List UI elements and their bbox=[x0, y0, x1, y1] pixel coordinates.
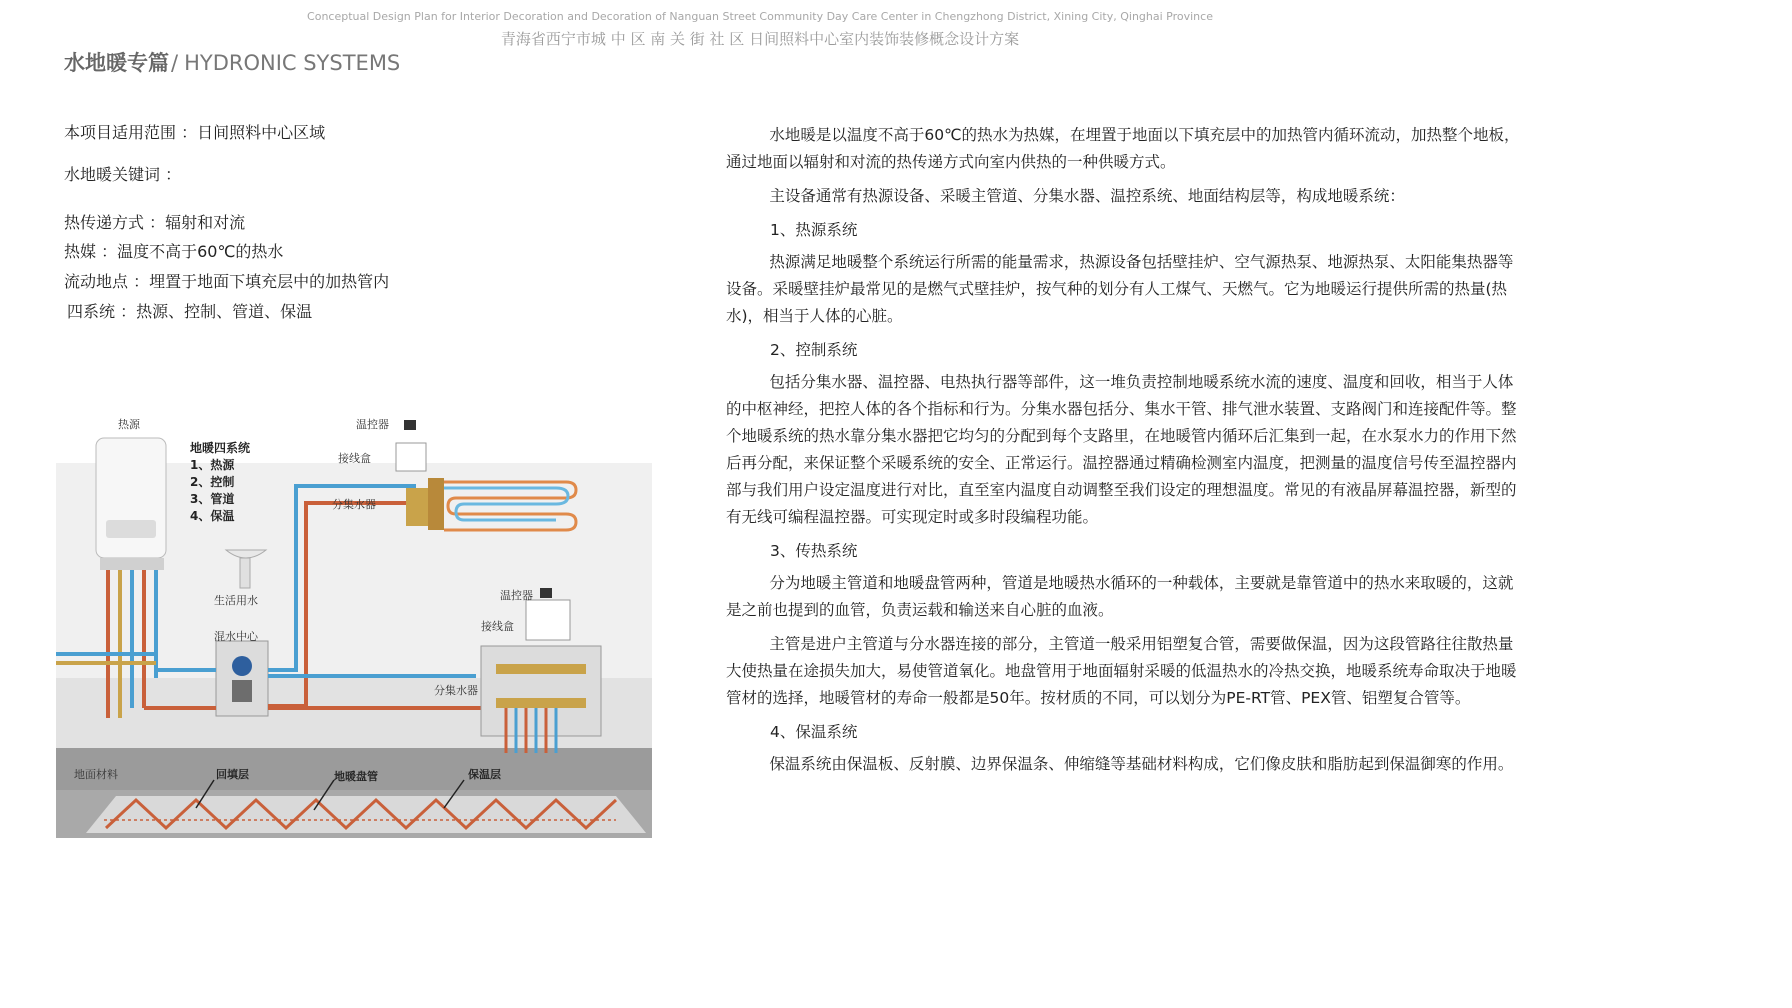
header-english: Conceptual Design Plan for Interior Decoration and Decoration of Nanguan Street Community Day Care Center in Chengzhong District, Xining City, Qinghai Province bbox=[307, 10, 1213, 23]
mixing-center-unit bbox=[216, 641, 268, 716]
description-column bbox=[726, 122, 1526, 785]
scope-text: 本项目适用范围 ：日间照料中心区域 bbox=[64, 123, 326, 142]
label-thermostat-bottom: 温控器 bbox=[500, 589, 533, 602]
label-junction-bottom: 接线盒 bbox=[481, 620, 514, 633]
boiler-unit bbox=[96, 438, 166, 558]
keyword-four-systems: 四系统 ：热源、控制、管道、保温 bbox=[67, 302, 313, 321]
label-system-1: 1、热源 bbox=[190, 458, 235, 472]
label-systems-title: 地暖四系统 bbox=[190, 441, 251, 455]
label-system-4: 4、保温 bbox=[190, 509, 235, 523]
label-insulation-layer: 保温层 bbox=[468, 768, 501, 781]
heading-control-system: 2、控制系统 bbox=[770, 341, 858, 359]
manifold-top-shape bbox=[428, 478, 444, 530]
header-chinese: 青海省西宁市城 中 区 南 关 街 社 区 日间照料中心室内装饰装修概念设计方案 bbox=[500, 30, 1020, 48]
label-manifold-top: 分集水器 bbox=[332, 498, 376, 511]
label-thermostat-top: 温控器 bbox=[356, 418, 389, 431]
section-title bbox=[64, 47, 400, 77]
label-manifold-bottom: 分集水器 bbox=[434, 684, 478, 697]
paragraph-heat-transfer: 分为地暖主管道和地暖盘管两种，管道是地暖热水循环的一种载体，主要就是靠管道中的热水来取暖的，这就是之前也提到的血管，负责运载和输送来自心脏的血液。 bbox=[726, 574, 1514, 619]
keyword-heat-transfer: 热传递方式 ：辐射和对流 bbox=[64, 213, 246, 232]
label-mixing-center: 混水中心 bbox=[214, 630, 258, 643]
label-backfill-layer: 回填层 bbox=[216, 768, 249, 781]
heading-heat-source-system: 1、热源系统 bbox=[770, 221, 858, 239]
keyword-location: 流动地点 ：埋置于地面下填充层中的加热管内 bbox=[64, 272, 390, 291]
label-junction-top: 接线盒 bbox=[338, 452, 371, 465]
section-title-en: HYDRONIC SYSTEMS bbox=[184, 51, 401, 75]
section-title-separator: / bbox=[171, 51, 179, 75]
paragraph-heat-source: 热源满足地暖整个系统运行所需的能量需求，热源设备包括壁挂炉、空气源热泵、地源热泵、太阳能集热器等设备。采暖壁挂炉最常见的是燃气式壁挂炉，按气种的划分有人工煤气、天燃气。它为地暖运行提供所需的热量(热水)，相当于人体的心脏。 bbox=[726, 253, 1514, 325]
paragraph-main-equipment: 主设备通常有热源设备、采暖主管道、分集水器、温控系统、地面结构层等，构成地暖系统： bbox=[769, 187, 1405, 205]
paragraph-intro: 水地暖是以温度不高于60℃的热水为热媒，在埋置于地面以下填充层中的加热管内循环流动，加热整个地板，通过地面以辐射和对流的热传递方式向室内供热的一种供暖方式。 bbox=[726, 126, 1520, 171]
keyword-medium: 热媒 ：温度不高于60℃的热水 bbox=[64, 242, 284, 261]
thermostat-top-shape bbox=[404, 420, 416, 430]
label-floor-coil: 地暖盘管 bbox=[334, 770, 378, 783]
hydronic-system-diagram bbox=[56, 408, 652, 838]
paragraph-control: 包括分集水器、温控器、电热执行器等部件，这一堆负责控制地暖系统水流的速度、温度和回收，相当于人体的中枢神经，把控人体的各个指标和行为。分集水器包括分、集水干管、排气泄水装置、支路阀门和连接配件等。整个地暖系统的热水靠分集水器把它均匀的分配到每个支路里，在地暖管内循环后汇集到一起，在水泵水力的作用下然后再分配，来保证整个采暖系统的安全、正常运行。温控器通过精确检测室内温度，把测量的温度信号传至温控器内部与我们用户设定温度进行对比，直至室内温度自动调整至我们设定的理想温度。常见的有液晶屏幕温控器，新型的有无线可编程温控器。可实现定时或多时段编程功能。 bbox=[726, 373, 1517, 526]
thermostat-bottom-shape bbox=[540, 588, 552, 598]
section-title-cn: 水地暖专篇 bbox=[64, 51, 169, 75]
heading-insulation-system: 4、保温系统 bbox=[770, 723, 858, 741]
paragraph-main-pipe: 主管是进户主管道与分水器连接的部分，主管道一般采用铝塑复合管，需要做保温，因为这段管路往往散热量大使热量在途损失加大，易使管道氧化。地盘管用于地面辐射采暖的低温热水的冷热交换，地暖系统寿命取决于地暖管材的选择，地暖管材的寿命一般都是50年。按材质的不同，可以划分为PE-RT管、PEX管、铝塑复合管等。 bbox=[726, 635, 1517, 707]
label-system-3: 3、管道 bbox=[190, 492, 235, 506]
insulation-layer-shape bbox=[86, 796, 646, 833]
label-system-2: 2、控制 bbox=[190, 475, 235, 489]
label-floor-material: 地面材料 bbox=[74, 768, 118, 781]
manifold-bottom-box bbox=[481, 646, 601, 736]
label-domestic-water: 生活用水 bbox=[214, 594, 258, 607]
paragraph-insulation: 保温系统由保温板、反射膜、边界保温条、伸缩缝等基础材料构成，它们像皮肤和脂肪起到保温御寒的作用。 bbox=[769, 755, 1514, 773]
label-heat-source: 热源 bbox=[118, 418, 140, 431]
keywords-label: 水地暖关键词 ： bbox=[64, 165, 182, 184]
heading-heat-transfer-system: 3、传热系统 bbox=[770, 542, 858, 560]
